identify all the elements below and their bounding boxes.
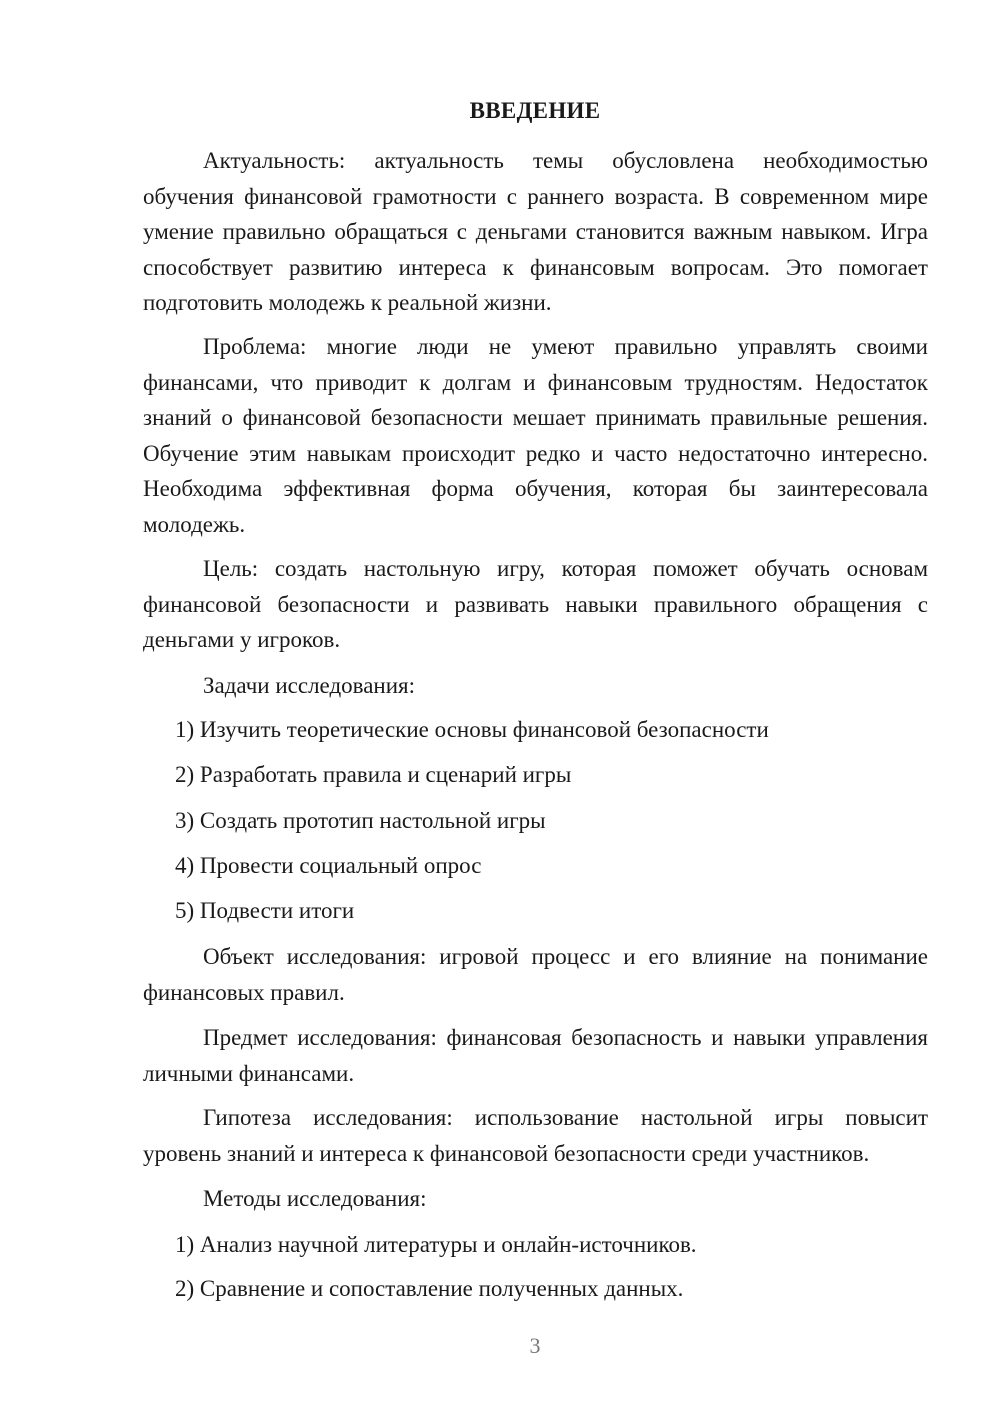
object-paragraph: Объект исследования: игровой процесс и его влияние на понимание финансовых правил. bbox=[143, 944, 928, 1005]
method-item-1: 1) Анализ научной литературы и онлайн-источников. bbox=[175, 1232, 697, 1257]
problem-paragraph: Проблема: многие люди не умеют правильно управлять своими финансами, что приводит к долгам и финансовым трудностям. Недостаток знаний о финансовой безопасности мешает принимать правильные решения. Обучение этим навыкам происходит редко и часто недостаточно интересно. Необходима эффективная форма обучения, которая бы заинтересовала молодежь. bbox=[143, 334, 928, 537]
tasks-heading: Задачи исследования: bbox=[203, 673, 416, 698]
method-item-2: 2) Сравнение и сопоставление полученных данных. bbox=[175, 1276, 684, 1301]
page-number: 3 bbox=[529, 1333, 541, 1358]
task-item-4: 4) Провести социальный опрос bbox=[175, 853, 482, 878]
goal-paragraph: Цель: создать настольную игру, которая поможет обучать основам финансовой безопасности и развивать навыки правильного обращения с деньгами у игроков. bbox=[143, 556, 928, 652]
page-title: ВВЕДЕНИЕ bbox=[469, 98, 601, 123]
task-item-3: 3) Создать прототип настольной игры bbox=[175, 808, 546, 833]
task-item-5: 5) Подвести итоги bbox=[175, 898, 355, 923]
subject-paragraph: Предмет исследования: финансовая безопасность и навыки управления личными финансами. bbox=[143, 1025, 928, 1086]
hypothesis-paragraph: Гипотеза исследования: использование настольной игры повысит уровень знаний и интереса к финансовой безопасности среди участников. bbox=[143, 1105, 928, 1166]
methods-heading: Методы исследования: bbox=[203, 1186, 427, 1211]
task-item-1: 1) Изучить теоретические основы финансовой безопасности bbox=[175, 717, 769, 742]
task-item-2: 2) Разработать правила и сценарий игры bbox=[175, 762, 572, 787]
relevance-paragraph: Актуальность: актуальность темы обусловлена необходимостью обучения финансовой грамотности с раннего возраста. В современном мире умение правильно обращаться с деньгами становится важным навыком. Игра способствует развитию интереса к финансовым вопросам. Это помогает подготовить молодежь к реальной жизни. bbox=[143, 148, 928, 315]
